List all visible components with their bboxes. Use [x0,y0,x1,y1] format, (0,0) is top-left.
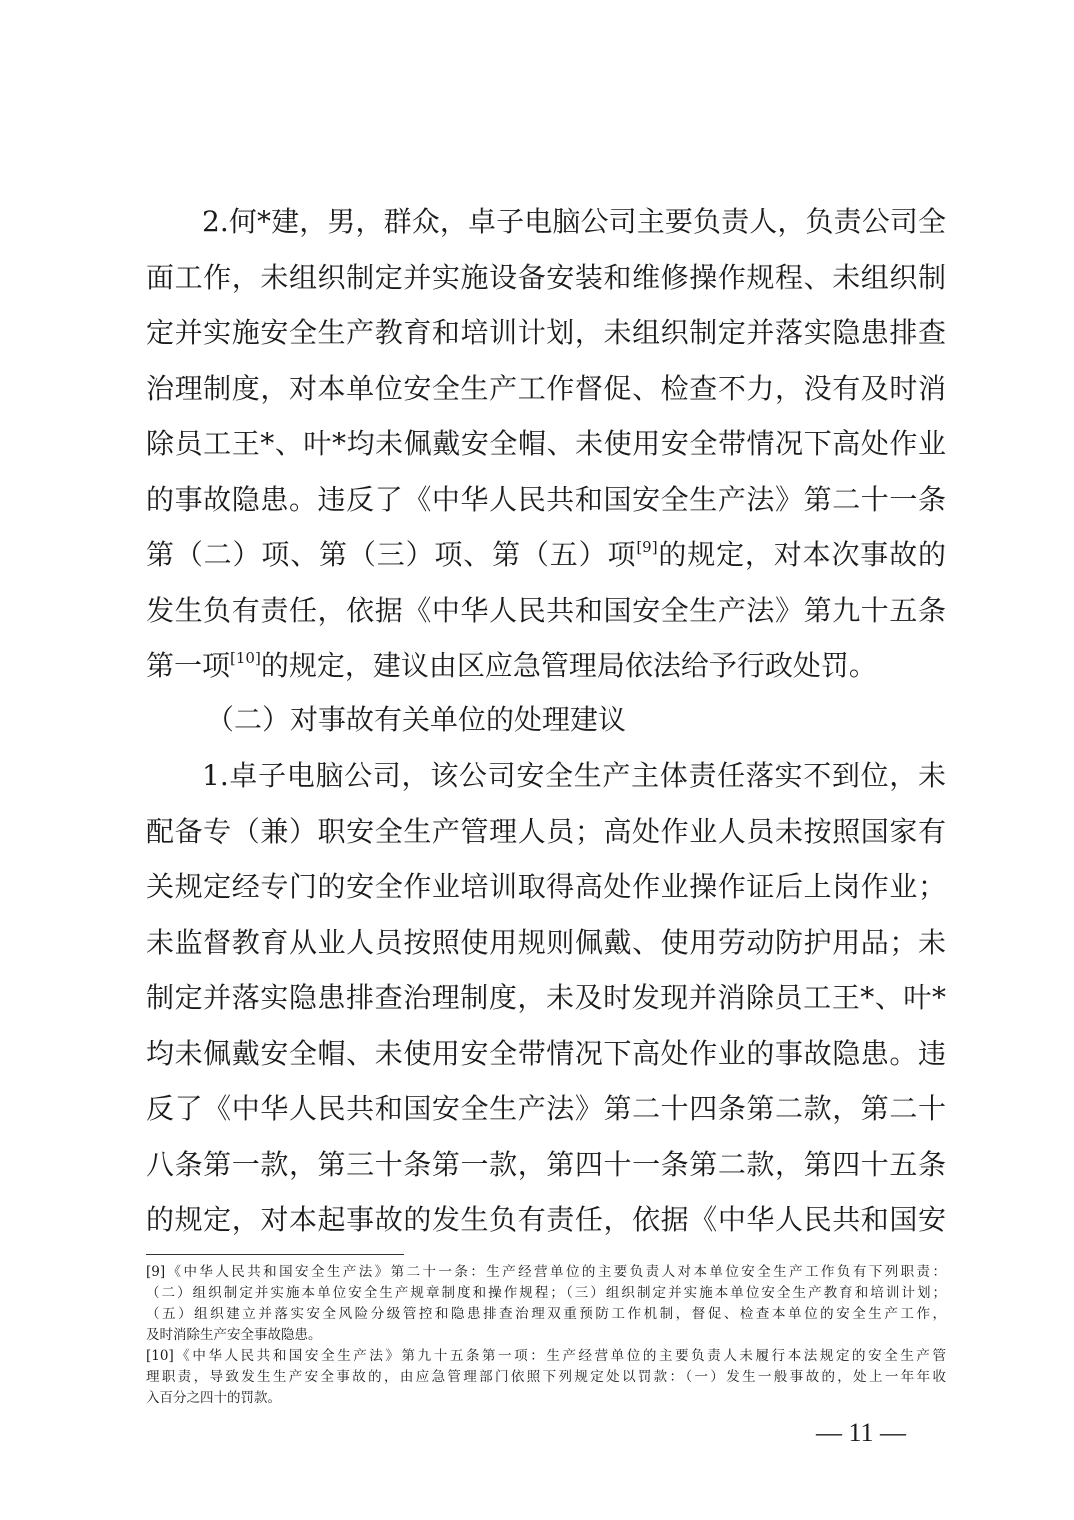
body-line: 2.何*建，男，群众，卓子电脑公司主要负责人，负责公司全 [202,205,946,238]
body-text: 第一项 [146,649,231,682]
body-line: 配备专（兼）职安全生产管理人员；高处作业人员未按照国家有 [146,815,946,848]
body-line: 面工作，未组织制定并实施设备安装和维修操作规程、未组织制 [146,261,946,294]
body-line: 关规定经专门的安全作业培训取得高处作业操作证后上岗作业； [146,870,946,903]
footnote-10-line: 理职责，导致发生生产安全事故的，由应急管理部门依照下列规定处以罚款：（一）发生一般事故的，处上一年年收 [146,1369,946,1385]
body-line: 治理制度，对本单位安全生产工作督促、检查不力，没有及时消 [146,372,946,405]
body-line: 发生负有责任，依据《中华人民共和国安全生产法》第九十五条 [146,594,946,627]
footnote-ref-9[interactable]: [9] [636,538,658,556]
body-line-with-footnote-10 [146,646,946,686]
body-line: 八条第一款，第三十条第一款，第四十一条第二款，第四十五条 [146,1148,946,1181]
page-number: — 11 — [815,1418,907,1447]
body-line: 定并实施安全生产教育和培训计划，未组织制定并落实隐患排查 [146,316,946,349]
body-text: 第（二）项、第（三）项、第（五）项 [146,538,637,571]
footnote-9-line: （五）组织建立并落实安全风险分级管控和隐患排查治理双重预防工作机制，督促、检查本单位的安全生产工作， [146,1306,946,1322]
footnote-ref-10[interactable]: [10] [230,649,261,667]
body-text: 的规定，对本次事故的 [657,538,946,571]
body-text: 的规定，建议由区应急管理局依法给予行政处罚。 [260,649,877,682]
body-line: 未监督教育从业人员按照使用规则佩戴、使用劳动防护用品；未 [146,926,946,959]
body-line: 的事故隐患。违反了《中华人民共和国安全生产法》第二十一条 [146,483,946,516]
footnote-separator [146,1254,404,1255]
body-line: 反了《中华人民共和国安全生产法》第二十四条第二款，第二十 [146,1092,946,1125]
body-line: 的规定，对本起事故的发生负有责任，依据《中华人民共和国安 [146,1203,946,1236]
body-line: 制定并落实隐患排查治理制度，未及时发现并消除员工王*、叶* [146,981,946,1014]
footnote-9-line: 及时消除生产安全事故隐患。 [146,1327,322,1343]
body-line-with-footnote-9 [146,535,946,575]
footnote-9-line: [9]《中华人民共和国安全生产法》第二十一条：生产经营单位的主要负责人对本单位安全生产工作负有下列职责： [146,1264,946,1280]
body-line: 均未佩戴安全帽、未使用安全带情况下高处作业的事故隐患。违 [146,1037,946,1070]
body-line: 1.卓子电脑公司，该公司安全生产主体责任落实不到位，未 [202,759,946,792]
footnote-10-line: 入百分之四十的罚款。 [146,1390,281,1406]
body-line: 除员工王*、叶*均未佩戴安全帽、未使用安全带情况下高处作业 [146,427,946,460]
footnote-9-line: （二）组织制定并实施本单位安全生产规章制度和操作规程；（三）组织制定并实施本单位安全生产教育和培训计划； [146,1285,946,1301]
section-heading: （二）对事故有关单位的处理建议 [206,703,627,736]
footnote-10-line: [10]《中华人民共和国安全生产法》第九十五条第一项：生产经营单位的主要负责人未履行本法规定的安全生产管 [146,1348,946,1364]
